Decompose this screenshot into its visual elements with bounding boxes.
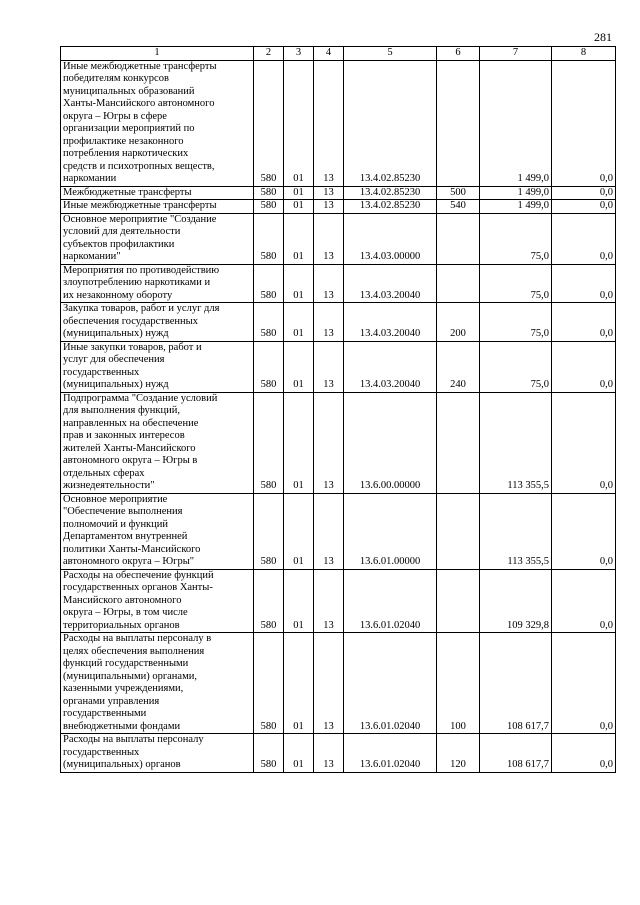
row-amount: 75,0 (480, 213, 552, 264)
row-amount-next: 0,0 (552, 186, 616, 200)
row-name: Иные межбюджетные трансферты (61, 200, 254, 214)
row-name: Расходы на обеспечение функций государственных органов Ханты- Мансийского автономного округа – Югры, в том числе территориальных органов (61, 569, 254, 633)
column-header: 5 (344, 47, 437, 61)
row-ministry-code: 580 (254, 392, 284, 493)
column-header: 2 (254, 47, 284, 61)
row-target-article: 13.6.01.02040 (344, 734, 437, 773)
row-subsection-code: 13 (314, 493, 344, 569)
row-ministry-code: 580 (254, 341, 284, 392)
row-expense-type: 500 (437, 186, 480, 200)
row-name: Иные межбюджетные трансферты победителям конкурсов муниципальных образований Ханты-Мансийского автономного округа – Югры в сфере организации мероприятий по профилактике незаконного потребления наркотических средств и психотропных веществ, наркомании (61, 60, 254, 186)
row-ministry-code: 580 (254, 493, 284, 569)
table-row (61, 303, 616, 342)
table-row (61, 264, 616, 303)
row-amount-next: 0,0 (552, 341, 616, 392)
table-row (61, 200, 616, 214)
column-header: 3 (284, 47, 314, 61)
row-name: Расходы на выплаты персоналу государственных (муниципальных) органов (61, 734, 254, 773)
row-section-code: 01 (284, 60, 314, 186)
table-row (61, 60, 616, 186)
row-subsection-code: 13 (314, 569, 344, 633)
column-header: 1 (61, 47, 254, 61)
row-ministry-code: 580 (254, 569, 284, 633)
row-amount-next: 0,0 (552, 264, 616, 303)
row-section-code: 01 (284, 341, 314, 392)
row-amount: 75,0 (480, 303, 552, 342)
row-section-code: 01 (284, 213, 314, 264)
row-subsection-code: 13 (314, 734, 344, 773)
row-section-code: 01 (284, 569, 314, 633)
row-ministry-code: 580 (254, 213, 284, 264)
row-section-code: 01 (284, 200, 314, 214)
row-target-article: 13.4.03.20040 (344, 264, 437, 303)
row-target-article: 13.6.01.02040 (344, 633, 437, 734)
row-amount: 113 355,5 (480, 493, 552, 569)
row-amount: 75,0 (480, 341, 552, 392)
page-number: 281 (594, 30, 612, 44)
row-subsection-code: 13 (314, 392, 344, 493)
row-name: Закупка товаров, работ и услуг для обеспечения государственных (муниципальных) нужд (61, 303, 254, 342)
row-expense-type: 540 (437, 200, 480, 214)
row-subsection-code: 13 (314, 633, 344, 734)
column-header: 4 (314, 47, 344, 61)
row-name: Основное мероприятие "Обеспечение выполнения полномочий и функций Департаментом внутренней политики Ханты-Мансийского автономного округа – Югры" (61, 493, 254, 569)
row-expense-type (437, 392, 480, 493)
row-expense-type (437, 60, 480, 186)
table-row (61, 633, 616, 734)
row-subsection-code: 13 (314, 186, 344, 200)
row-expense-type: 240 (437, 341, 480, 392)
row-amount-next: 0,0 (552, 213, 616, 264)
row-name: Мероприятия по противодействию злоупотреблению наркотиками и их незаконному обороту (61, 264, 254, 303)
table-row (61, 493, 616, 569)
row-amount-next: 0,0 (552, 569, 616, 633)
row-ministry-code: 580 (254, 186, 284, 200)
row-target-article: 13.6.01.00000 (344, 493, 437, 569)
row-ministry-code: 580 (254, 303, 284, 342)
row-amount-next: 0,0 (552, 200, 616, 214)
row-subsection-code: 13 (314, 264, 344, 303)
column-header: 8 (552, 47, 616, 61)
column-header: 6 (437, 47, 480, 61)
row-section-code: 01 (284, 303, 314, 342)
row-amount: 113 355,5 (480, 392, 552, 493)
header-row (61, 47, 616, 61)
row-target-article: 13.4.02.85230 (344, 200, 437, 214)
table-row (61, 734, 616, 773)
row-amount-next: 0,0 (552, 493, 616, 569)
row-name: Иные закупки товаров, работ и услуг для обеспечения государственных (муниципальных) нужд (61, 341, 254, 392)
row-ministry-code: 580 (254, 264, 284, 303)
table-row (61, 392, 616, 493)
table-row (61, 341, 616, 392)
row-amount: 1 499,0 (480, 186, 552, 200)
row-expense-type: 120 (437, 734, 480, 773)
row-section-code: 01 (284, 734, 314, 773)
column-header: 7 (480, 47, 552, 61)
row-section-code: 01 (284, 186, 314, 200)
row-section-code: 01 (284, 392, 314, 493)
row-expense-type: 100 (437, 633, 480, 734)
row-ministry-code: 580 (254, 734, 284, 773)
row-amount-next: 0,0 (552, 392, 616, 493)
row-amount-next: 0,0 (552, 734, 616, 773)
row-target-article: 13.4.03.20040 (344, 303, 437, 342)
row-target-article: 13.4.02.85230 (344, 186, 437, 200)
row-section-code: 01 (284, 493, 314, 569)
row-ministry-code: 580 (254, 633, 284, 734)
table-row (61, 186, 616, 200)
row-expense-type (437, 569, 480, 633)
row-amount: 109 329,8 (480, 569, 552, 633)
row-name: Основное мероприятие "Создание условий для деятельности субъектов профилактики наркомании" (61, 213, 254, 264)
row-target-article: 13.4.03.00000 (344, 213, 437, 264)
row-amount-next: 0,0 (552, 633, 616, 734)
row-expense-type (437, 213, 480, 264)
row-name: Межбюджетные трансферты (61, 186, 254, 200)
row-target-article: 13.4.03.20040 (344, 341, 437, 392)
row-expense-type (437, 493, 480, 569)
row-subsection-code: 13 (314, 200, 344, 214)
row-ministry-code: 580 (254, 200, 284, 214)
row-subsection-code: 13 (314, 60, 344, 186)
row-target-article: 13.4.02.85230 (344, 60, 437, 186)
row-amount: 1 499,0 (480, 200, 552, 214)
row-amount: 108 617,7 (480, 734, 552, 773)
row-section-code: 01 (284, 264, 314, 303)
row-amount: 75,0 (480, 264, 552, 303)
table-row (61, 569, 616, 633)
row-subsection-code: 13 (314, 341, 344, 392)
row-amount-next: 0,0 (552, 60, 616, 186)
row-name: Подпрограмма "Создание условий для выполнения функций, направленных на обеспечение прав и законных интересов жителей Ханты-Мансийского автономного округа – Югры в отдельных сферах жизнедеятельности" (61, 392, 254, 493)
row-name: Расходы на выплаты персоналу в целях обеспечения выполнения функций государственными (муниципальными) органами, казенными учреждениями, органами управления государственными внебюджетными фондами (61, 633, 254, 734)
row-target-article: 13.6.00.00000 (344, 392, 437, 493)
row-amount-next: 0,0 (552, 303, 616, 342)
row-amount: 1 499,0 (480, 60, 552, 186)
table-row (61, 213, 616, 264)
row-ministry-code: 580 (254, 60, 284, 186)
row-subsection-code: 13 (314, 213, 344, 264)
row-expense-type (437, 264, 480, 303)
row-target-article: 13.6.01.02040 (344, 569, 437, 633)
budget-table (60, 46, 616, 773)
row-section-code: 01 (284, 633, 314, 734)
row-subsection-code: 13 (314, 303, 344, 342)
row-expense-type: 200 (437, 303, 480, 342)
row-amount: 108 617,7 (480, 633, 552, 734)
